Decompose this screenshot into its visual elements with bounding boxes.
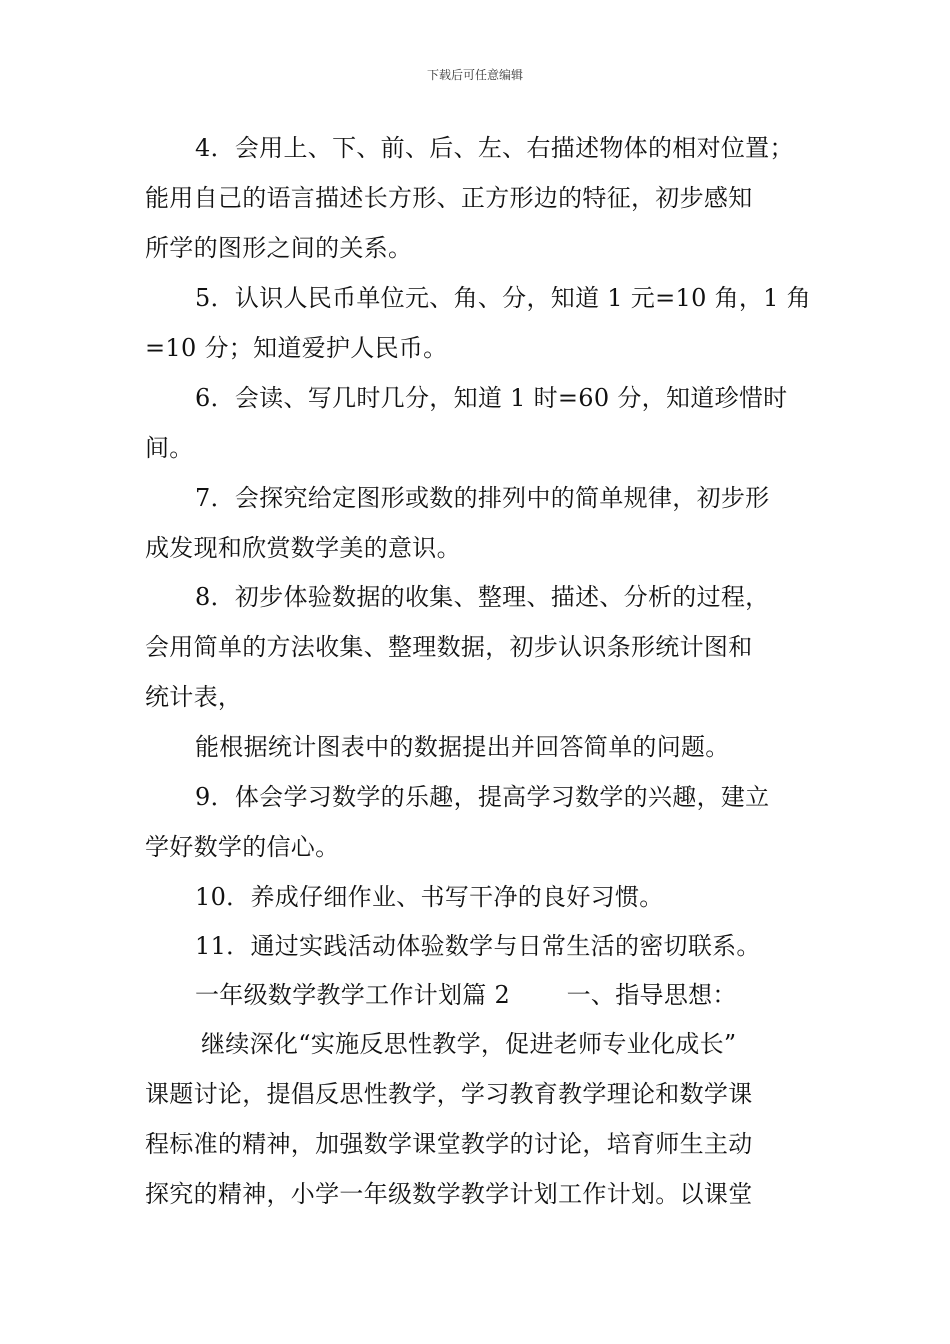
text-line: 能用自己的语言描述长方形、正方形边的特征，初步感知 bbox=[145, 184, 753, 212]
text-line: 9．体会学习数学的乐趣，提高学习数学的兴趣，建立 bbox=[195, 783, 770, 811]
text-line: 8．初步体验数据的收集、整理、描述、分析的过程， bbox=[195, 583, 770, 611]
text-line: 能根据统计图表中的数据提出并回答简单的问题。 bbox=[195, 733, 730, 761]
text-line: 会用简单的方法收集、整理数据，初步认识条形统计图和 bbox=[145, 633, 753, 661]
section-heading: 一年级数学教学工作计划篇 2 一、指导思想： bbox=[195, 981, 737, 1009]
text-line: 10．养成仔细作业、书写干净的良好习惯。 bbox=[195, 883, 664, 911]
text-line: 7．会探究给定图形或数的排列中的简单规律，初步形 bbox=[195, 484, 770, 512]
text-line: 课题讨论，提倡反思性教学，学习教育教学理论和数学课 bbox=[145, 1080, 753, 1108]
text-line: 学好数学的信心。 bbox=[145, 833, 340, 861]
text-line: 程标准的精神，加强数学课堂教学的讨论，培育师生主动 bbox=[145, 1130, 753, 1158]
text-line: =10 分；知道爱护人民币。 bbox=[145, 334, 448, 362]
page-header: 下载后可任意编辑 bbox=[426, 68, 523, 82]
text-line: 5．认识人民币单位元、角、分，知道 1 元=10 角，1 角 bbox=[195, 284, 811, 312]
text-line: 4．会用上、下、前、后、左、右描述物体的相对位置； bbox=[195, 134, 794, 162]
text-line: 间。 bbox=[145, 434, 194, 462]
text-line: 探究的精神，小学一年级数学教学计划工作计划。以课堂 bbox=[145, 1180, 753, 1208]
text-line: 统计表， bbox=[145, 683, 243, 711]
text-line: 11．通过实践活动体验数学与日常生活的密切联系。 bbox=[195, 932, 761, 960]
text-line: 成发现和欣赏数学美的意识。 bbox=[145, 534, 461, 562]
text-line: 所学的图形之间的关系。 bbox=[145, 234, 413, 262]
text-line: 6．会读、写几时几分，知道 1 时=60 分，知道珍惜时 bbox=[195, 384, 788, 412]
text-line: 继续深化“实施反思性教学，促进老师专业化成长” bbox=[201, 1030, 737, 1058]
